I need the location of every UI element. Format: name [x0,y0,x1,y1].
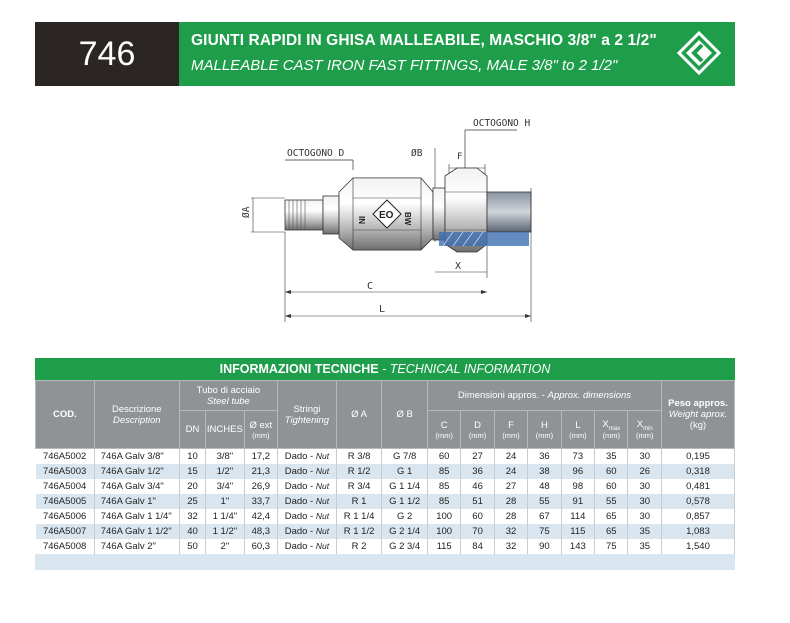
table-row: 746A5003 746A Galv 1/2" 15 1/2" 21,3 Dado - Nut R 1/2 G 1 85 36 24 38 96 60 26 0,318 [36,464,735,479]
label-phi-a: ØA [241,206,252,218]
col-header-inches: INCHES [206,411,244,449]
col-header-xmin: $X_{min}$ (mm) [628,411,662,449]
col-header-c: C (mm) [427,411,460,449]
body-mark-left: IN [357,216,366,224]
col-header-weight: Peso appros. Weight aprox. (kg) [661,381,734,449]
table-title [35,358,735,380]
table-row: 746A5004 746A Galv 3/4" 20 3/4" 26,9 Dado - Nut R 3/4 G 1 1/4 85 46 27 48 98 60 30 0,481 [36,479,735,494]
title-english: MALLEABLE CAST IRON FAST FITTINGS, MALE 3/8" to 2 1/2" [191,57,618,74]
body-mark-right: BW [403,212,412,226]
table-body [36,449,735,555]
col-header-phi-a: Ø A [336,381,382,449]
col-header-dimensions: Dimensioni appros. - Approx. dimensions [427,381,661,411]
col-header-steel-tube: Tubo di acciaio Steel tube [179,381,277,411]
col-header-cod: COD. [36,381,95,449]
label-x: X [455,261,462,272]
label-c: C [367,281,374,292]
col-header-phi-b: Ø B [382,381,428,449]
table-title-separator: - [378,362,390,376]
table-row: 746A5006 746A Galv 1 1/4" 32 1 1/4" 42,4 Dado - Nut R 1 1/4 G 2 100 60 28 67 114 65 30 0,857 [36,509,735,524]
col-header-xmax: $X_{max}$ (mm) [595,411,628,449]
col-header-f: F (mm) [494,411,527,449]
page-header [35,22,735,86]
label-l: L [379,304,386,315]
label-octagon-h: OCTOGONO H [473,118,531,129]
fitting-technical-drawing [225,112,565,324]
title-italian: GIUNTI RAPIDI IN GHISA MALLEABILE, MASCHIO 3/8" a 2 1/2" [191,32,657,49]
col-header-dn: DN [179,411,205,449]
table-row: 746A5002 746A Galv 3/8" 10 3/8" 17,2 Dado - Nut R 3/8 G 7/8 60 27 24 36 73 35 30 0,195 [36,449,735,465]
diamond-chevron-logo-icon [677,31,721,75]
table-title-english: TECHNICAL INFORMATION [389,362,551,376]
col-header-description: Descrizione Description [94,381,179,449]
title-bar [179,22,735,86]
col-header-d: D (mm) [461,411,494,449]
label-phi-b: ØB [411,148,423,159]
technical-info-table-section [35,358,735,570]
table-row: 746A5005 746A Galv 1" 25 1" 33,7 Dado - Nut R 1 G 1 1/2 85 51 28 55 91 55 30 0,578 [36,494,735,509]
col-header-tightening: Stringi Tightening [278,381,337,449]
col-header-oext: Ø ext (mm) [244,411,277,449]
table-row: 746A5008 746A Galv 2" 50 2" 60,3 Dado - Nut R 2 G 2 3/4 115 84 32 90 143 75 35 1,540 [36,539,735,554]
body-logo-mark: EO [379,210,394,221]
table-footer-band [35,554,735,570]
technical-info-table [35,380,735,554]
col-header-h: H (mm) [528,411,561,449]
label-octagon-d: OCTOGONO D [287,148,345,159]
table-row: 746A5007 746A Galv 1 1/2" 40 1 1/2" 48,3 Dado - Nut R 1 1/2 G 2 1/4 100 70 32 75 115 65 35 1,083 [36,524,735,539]
label-f: F [457,152,463,162]
product-number: 746 [35,22,179,86]
table-title-italian: INFORMAZIONI TECNICHE [219,362,379,376]
col-header-l: L (mm) [561,411,594,449]
